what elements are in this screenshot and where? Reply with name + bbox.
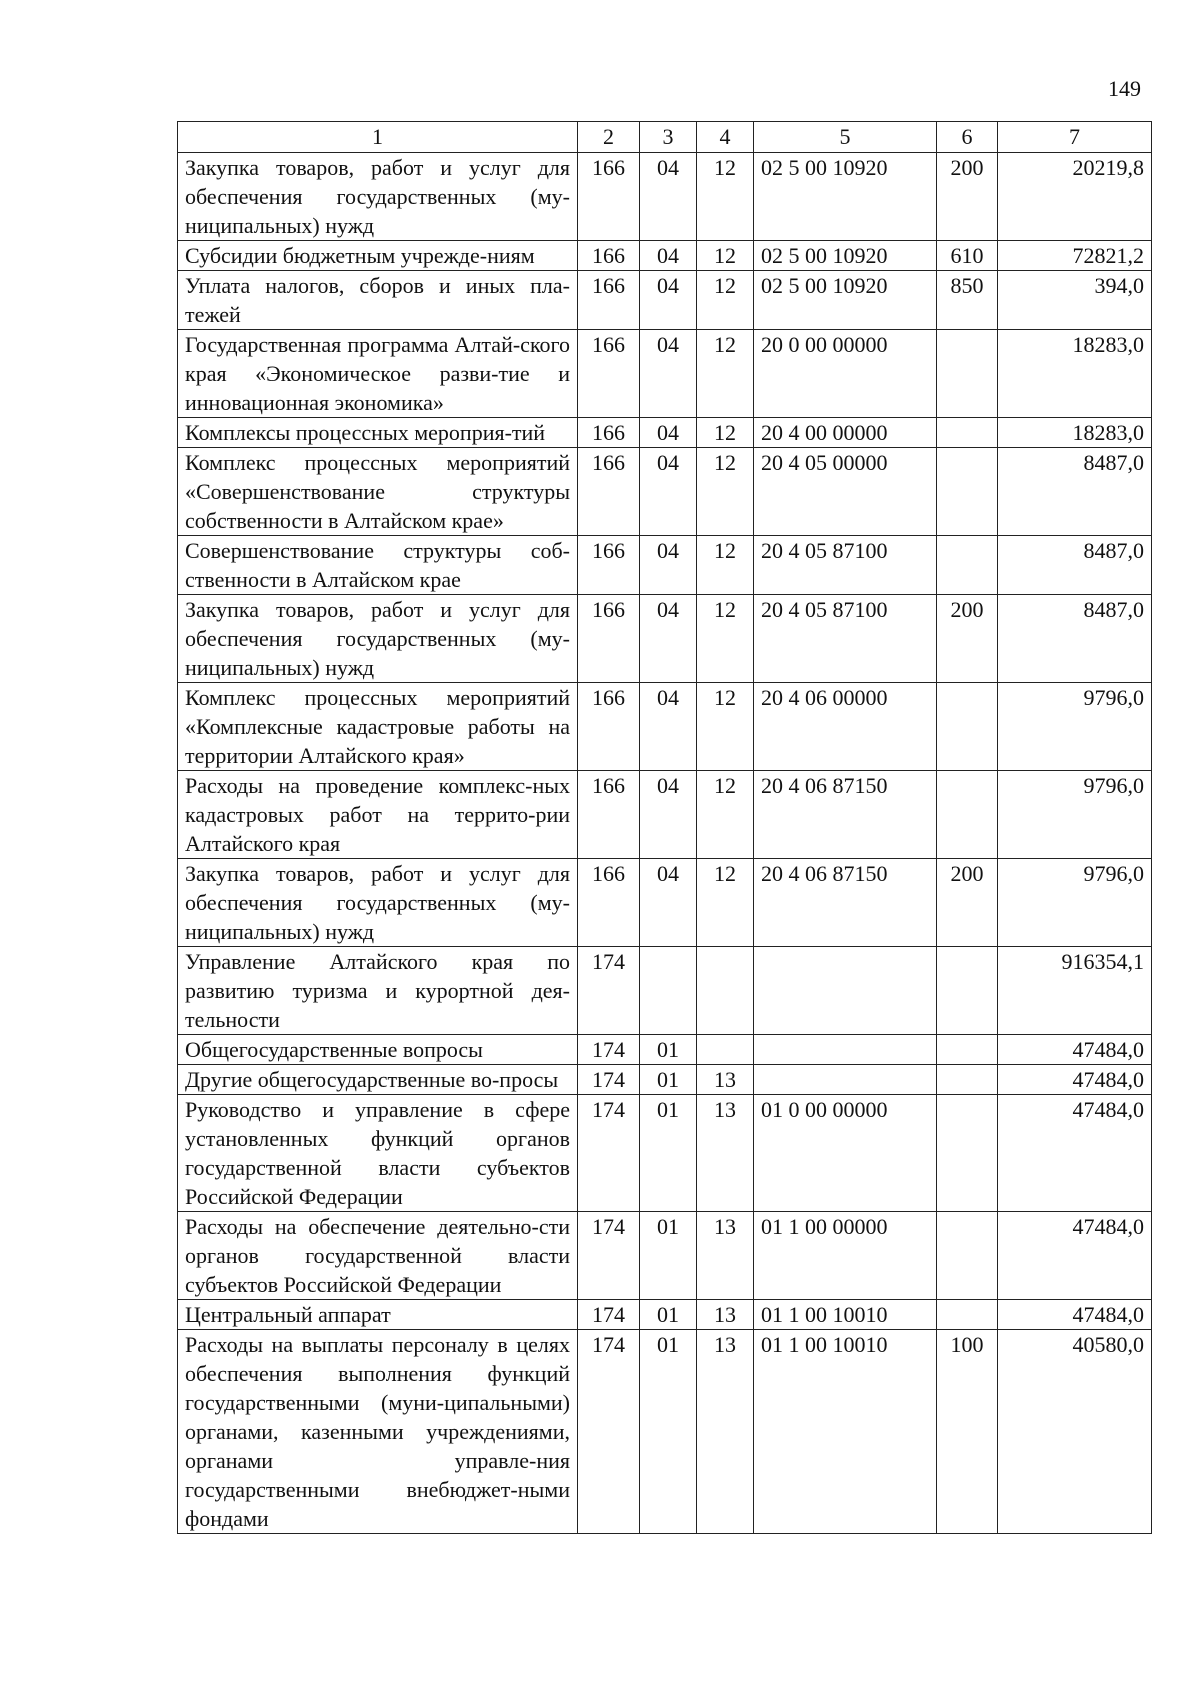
row-ministry-code-cell: 166: [578, 595, 640, 683]
row-expense-type-cell: [937, 448, 998, 536]
row-subsection-code-cell: 12: [697, 153, 754, 241]
row-ministry-code-cell: 166: [578, 448, 640, 536]
table-row: [178, 1212, 1152, 1300]
row-subsection-code-cell: [697, 1035, 754, 1065]
row-subsection-code-cell: 13: [697, 1330, 754, 1534]
row-amount-cell: 47484,0: [998, 1095, 1152, 1212]
row-target-article-cell: 02 5 00 10920: [754, 271, 937, 330]
row-expense-type-cell: 610: [937, 241, 998, 271]
row-target-article-cell: 20 0 00 00000: [754, 330, 937, 418]
row-subsection-code-cell: 12: [697, 271, 754, 330]
row-subsection-code-cell: 12: [697, 418, 754, 448]
row-target-article-cell: 01 0 00 00000: [754, 1095, 937, 1212]
row-ministry-code-cell: 166: [578, 683, 640, 771]
row-subsection-code-cell: 13: [697, 1300, 754, 1330]
column-header-4: 4: [697, 122, 754, 153]
row-amount-cell: 916354,1: [998, 947, 1152, 1035]
row-section-code-cell: 04: [640, 153, 697, 241]
row-target-article-cell: [754, 1065, 937, 1095]
table-row: [178, 153, 1152, 241]
row-amount-cell: 9796,0: [998, 683, 1152, 771]
row-ministry-code-cell: 166: [578, 771, 640, 859]
row-amount-cell: 9796,0: [998, 859, 1152, 947]
row-amount-cell: 18283,0: [998, 330, 1152, 418]
row-section-code-cell: 04: [640, 771, 697, 859]
row-expense-type-cell: [937, 536, 998, 595]
row-ministry-code-cell: 166: [578, 418, 640, 448]
row-ministry-code-cell: 166: [578, 271, 640, 330]
row-target-article-cell: [754, 1035, 937, 1065]
row-ministry-code-cell: 174: [578, 1095, 640, 1212]
row-ministry-code-cell: 166: [578, 153, 640, 241]
row-subsection-code-cell: 13: [697, 1095, 754, 1212]
row-expense-type-cell: 100: [937, 1330, 998, 1534]
row-subsection-code-cell: 12: [697, 536, 754, 595]
table-row: [178, 859, 1152, 947]
row-section-code-cell: 04: [640, 330, 697, 418]
row-ministry-code-cell: 174: [578, 1065, 640, 1095]
row-name-cell: Расходы на обеспечение деятельно-сти органов государственной власти субъектов Российской Федерации: [178, 1212, 578, 1300]
row-section-code-cell: 04: [640, 595, 697, 683]
row-expense-type-cell: [937, 1035, 998, 1065]
row-ministry-code-cell: 166: [578, 330, 640, 418]
table-row: [178, 683, 1152, 771]
row-subsection-code-cell: 12: [697, 241, 754, 271]
column-header-7: 7: [998, 122, 1152, 153]
row-amount-cell: 47484,0: [998, 1065, 1152, 1095]
table-row: [178, 1035, 1152, 1065]
row-expense-type-cell: [937, 771, 998, 859]
table-row: [178, 330, 1152, 418]
row-name-cell: Уплата налогов, сборов и иных пла-тежей: [178, 271, 578, 330]
row-expense-type-cell: [937, 1065, 998, 1095]
row-amount-cell: 394,0: [998, 271, 1152, 330]
row-expense-type-cell: [937, 1095, 998, 1212]
row-subsection-code-cell: 13: [697, 1065, 754, 1095]
row-section-code-cell: 04: [640, 241, 697, 271]
header-row: [178, 122, 1152, 153]
row-target-article-cell: 20 4 06 87150: [754, 859, 937, 947]
row-expense-type-cell: 200: [937, 595, 998, 683]
column-header-1: 1: [178, 122, 578, 153]
table-row: [178, 1095, 1152, 1212]
row-expense-type-cell: [937, 947, 998, 1035]
row-ministry-code-cell: 166: [578, 536, 640, 595]
row-name-cell: Центральный аппарат: [178, 1300, 578, 1330]
row-name-cell: Руководство и управление в сфере установленных функций органов государственной власти субъектов Российской Федерации: [178, 1095, 578, 1212]
row-ministry-code-cell: 166: [578, 241, 640, 271]
row-amount-cell: 47484,0: [998, 1212, 1152, 1300]
row-name-cell: Расходы на проведение комплекс-ных кадастровых работ на террито-рии Алтайского края: [178, 771, 578, 859]
table-row: [178, 595, 1152, 683]
row-amount-cell: 18283,0: [998, 418, 1152, 448]
row-amount-cell: 9796,0: [998, 771, 1152, 859]
row-amount-cell: 47484,0: [998, 1300, 1152, 1330]
row-expense-type-cell: [937, 330, 998, 418]
row-amount-cell: 40580,0: [998, 1330, 1152, 1534]
row-section-code-cell: 04: [640, 418, 697, 448]
row-subsection-code-cell: 12: [697, 330, 754, 418]
row-expense-type-cell: [937, 1212, 998, 1300]
row-target-article-cell: 02 5 00 10920: [754, 241, 937, 271]
table-row: [178, 1330, 1152, 1534]
table-row: [178, 771, 1152, 859]
row-section-code-cell: 01: [640, 1065, 697, 1095]
row-expense-type-cell: [937, 683, 998, 771]
table-row: [178, 418, 1152, 448]
row-ministry-code-cell: 174: [578, 1212, 640, 1300]
row-subsection-code-cell: 12: [697, 683, 754, 771]
row-ministry-code-cell: 174: [578, 1330, 640, 1534]
table-row: [178, 947, 1152, 1035]
row-name-cell: Управление Алтайского края по развитию туризма и курортной дея-тельности: [178, 947, 578, 1035]
row-target-article-cell: [754, 947, 937, 1035]
row-section-code-cell: 01: [640, 1330, 697, 1534]
row-subsection-code-cell: 13: [697, 1212, 754, 1300]
row-ministry-code-cell: 174: [578, 1300, 640, 1330]
row-subsection-code-cell: 12: [697, 448, 754, 536]
row-target-article-cell: 20 4 05 00000: [754, 448, 937, 536]
row-target-article-cell: 01 1 00 00000: [754, 1212, 937, 1300]
row-name-cell: Закупка товаров, работ и услуг для обеспечения государственных (му-ниципальных) нужд: [178, 153, 578, 241]
row-name-cell: Общегосударственные вопросы: [178, 1035, 578, 1065]
table-row: [178, 448, 1152, 536]
row-target-article-cell: 01 1 00 10010: [754, 1330, 937, 1534]
row-expense-type-cell: [937, 1300, 998, 1330]
row-section-code-cell: 01: [640, 1035, 697, 1065]
row-section-code-cell: 04: [640, 536, 697, 595]
table-row: [178, 536, 1152, 595]
row-expense-type-cell: 200: [937, 153, 998, 241]
table-row: [178, 271, 1152, 330]
row-amount-cell: 8487,0: [998, 595, 1152, 683]
row-name-cell: Закупка товаров, работ и услуг для обеспечения государственных (му-ниципальных) нужд: [178, 859, 578, 947]
row-target-article-cell: 02 5 00 10920: [754, 153, 937, 241]
row-subsection-code-cell: 12: [697, 771, 754, 859]
row-amount-cell: 8487,0: [998, 448, 1152, 536]
row-name-cell: Комплекс процессных мероприятий «Совершенствование структуры собственности в Алтайском крае»: [178, 448, 578, 536]
row-target-article-cell: 01 1 00 10010: [754, 1300, 937, 1330]
row-section-code-cell: 01: [640, 1300, 697, 1330]
row-ministry-code-cell: 174: [578, 947, 640, 1035]
row-section-code-cell: 04: [640, 271, 697, 330]
row-name-cell: Субсидии бюджетным учрежде-ниям: [178, 241, 578, 271]
row-expense-type-cell: [937, 418, 998, 448]
row-subsection-code-cell: [697, 947, 754, 1035]
row-section-code-cell: [640, 947, 697, 1035]
budget-table: [177, 121, 1152, 1534]
table-row: [178, 1300, 1152, 1330]
row-subsection-code-cell: 12: [697, 859, 754, 947]
row-target-article-cell: 20 4 06 00000: [754, 683, 937, 771]
column-header-2: 2: [578, 122, 640, 153]
row-ministry-code-cell: 166: [578, 859, 640, 947]
column-header-5: 5: [754, 122, 937, 153]
row-section-code-cell: 01: [640, 1095, 697, 1212]
row-name-cell: Государственная программа Алтай-ского края «Экономическое разви-тие и инновационная экономика»: [178, 330, 578, 418]
row-section-code-cell: 01: [640, 1212, 697, 1300]
row-target-article-cell: 20 4 06 87150: [754, 771, 937, 859]
row-name-cell: Комплексы процессных мероприя-тий: [178, 418, 578, 448]
row-target-article-cell: 20 4 00 00000: [754, 418, 937, 448]
row-ministry-code-cell: 174: [578, 1035, 640, 1065]
row-name-cell: Закупка товаров, работ и услуг для обеспечения государственных (му-ниципальных) нужд: [178, 595, 578, 683]
row-name-cell: Совершенствование структуры соб-ственности в Алтайском крае: [178, 536, 578, 595]
row-amount-cell: 72821,2: [998, 241, 1152, 271]
row-name-cell: Другие общегосударственные во-просы: [178, 1065, 578, 1095]
row-section-code-cell: 04: [640, 859, 697, 947]
row-section-code-cell: 04: [640, 448, 697, 536]
row-name-cell: Комплекс процессных мероприятий «Комплексные кадастровые работы на территории Алтайского края»: [178, 683, 578, 771]
row-section-code-cell: 04: [640, 683, 697, 771]
row-expense-type-cell: 850: [937, 271, 998, 330]
column-header-6: 6: [937, 122, 998, 153]
row-amount-cell: 20219,8: [998, 153, 1152, 241]
row-name-cell: Расходы на выплаты персоналу в целях обеспечения выполнения функций государственными (муни-ципальными) органами, казенными учреждениями, органами управле-ния государственными внебюджет-ными фондами: [178, 1330, 578, 1534]
row-amount-cell: 47484,0: [998, 1035, 1152, 1065]
table-row: [178, 1065, 1152, 1095]
row-expense-type-cell: 200: [937, 859, 998, 947]
page-number: 149: [1108, 76, 1141, 101]
column-header-3: 3: [640, 122, 697, 153]
row-target-article-cell: 20 4 05 87100: [754, 536, 937, 595]
table-body: [178, 153, 1152, 1534]
row-subsection-code-cell: 12: [697, 595, 754, 683]
row-amount-cell: 8487,0: [998, 536, 1152, 595]
row-target-article-cell: 20 4 05 87100: [754, 595, 937, 683]
table-row: [178, 241, 1152, 271]
